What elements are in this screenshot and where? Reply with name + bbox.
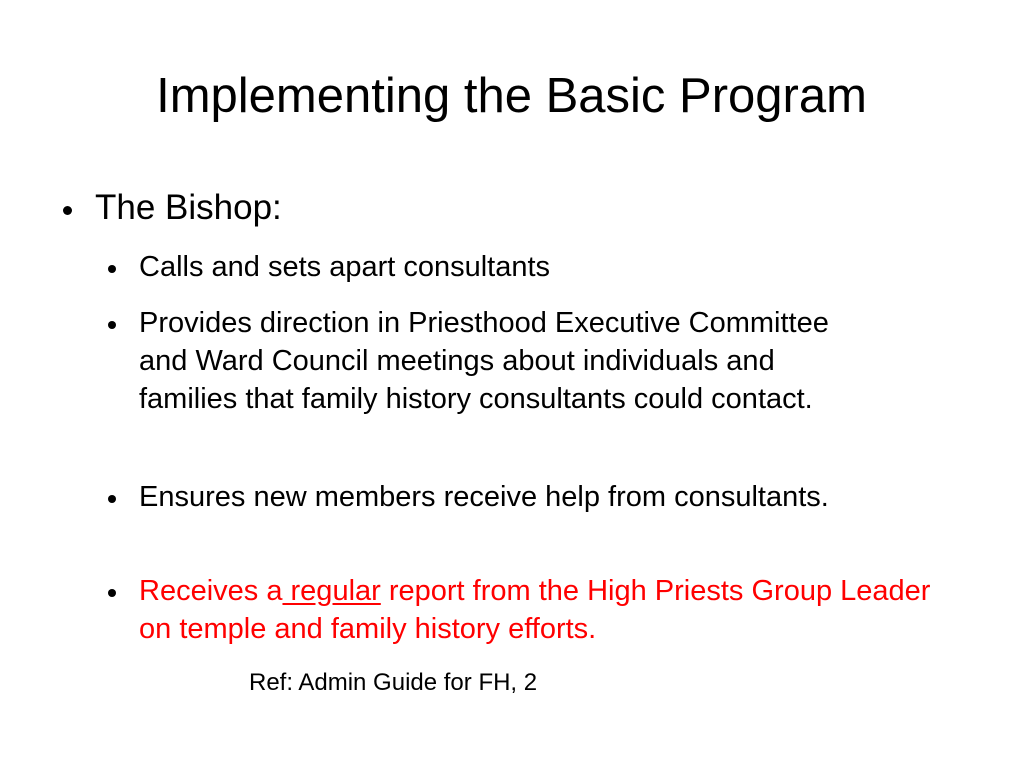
sub-bullet-text-underlined: regular <box>282 575 381 607</box>
bullet-dot-icon <box>63 206 72 215</box>
bullet-dot-icon <box>108 589 116 597</box>
reference-note: Ref: Admin Guide for FH, 2 <box>249 669 538 696</box>
sub-bullet-receives <box>108 572 959 648</box>
sub-bullet-text: Calls and sets apart consultants <box>139 251 551 283</box>
bullet-dot-icon <box>108 321 116 329</box>
sub-bullet-provides <box>108 304 879 418</box>
bullet-bishop-text: The Bishop: <box>95 188 282 227</box>
bullet-dot-icon <box>108 265 116 273</box>
bullet-bishop <box>63 186 282 230</box>
sub-bullet-calls <box>108 248 959 286</box>
sub-bullet-text <box>139 572 959 648</box>
sub-bullet-ensures <box>108 478 839 516</box>
sub-bullet-text: Provides direction in Priesthood Executive Committee and Ward Council meetings about individuals and families that family history consultants could contact. <box>139 307 829 415</box>
slide-title: Implementing the Basic Program <box>156 69 867 123</box>
sub-bullet-text-before: Receives a <box>139 575 283 607</box>
sub-bullet-text-after: report from the High Priests Group Leader on temple and family history efforts. <box>139 575 931 645</box>
sub-bullet-text: Ensures new members receive help from consultants. <box>139 481 829 513</box>
bullet-dot-icon <box>108 495 116 503</box>
